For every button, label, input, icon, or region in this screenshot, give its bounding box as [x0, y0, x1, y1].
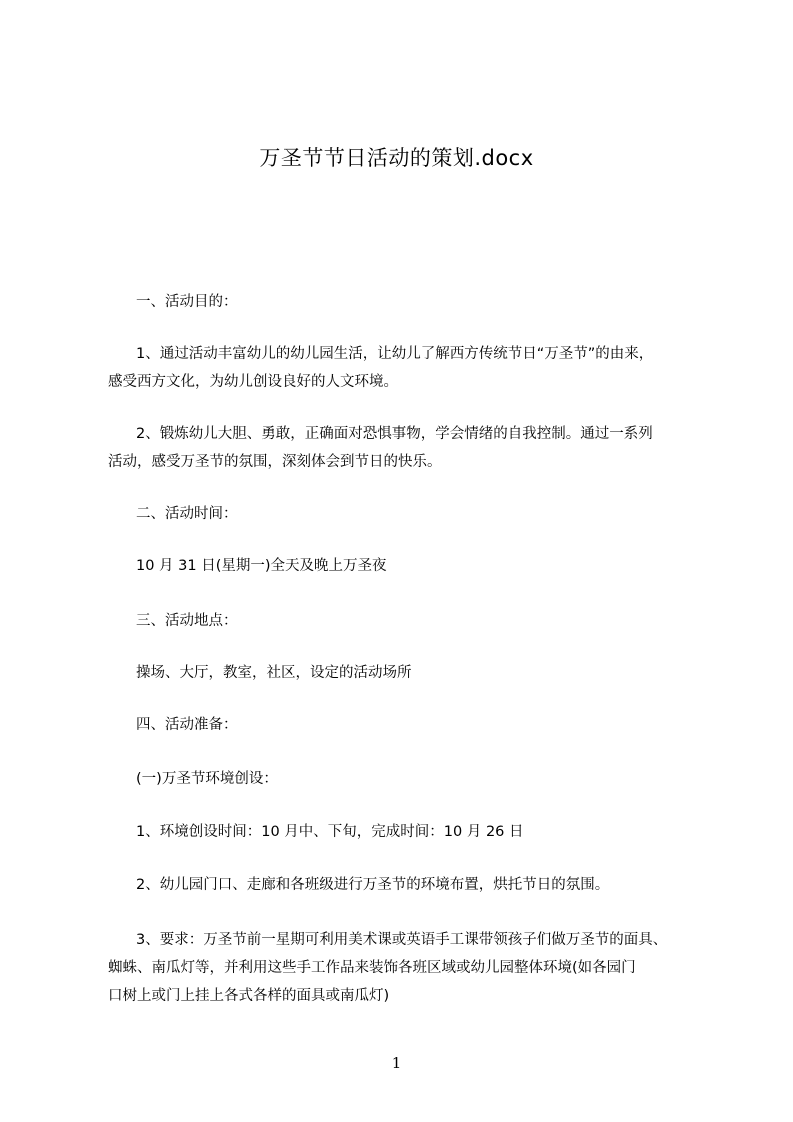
paragraph-line: 3、要求：万圣节前一星期可利用美术课或英语手工课带领孩子们做万圣节的面具、 — [136, 932, 668, 948]
paragraph-line: 2、锻炼幼儿大胆、勇敢，正确面对恐惧事物，学会情绪的自我控制。通过一系列 — [136, 426, 653, 442]
paragraph-line: 感受西方文化，为幼儿创设良好的人文环境。 — [108, 374, 398, 390]
heading-location-text: 三、活动地点： — [136, 613, 238, 629]
paragraph-line: 口树上或门上挂上各式各样的面具或南瓜灯) — [108, 988, 390, 1004]
paragraph-line: 1、通过活动丰富幼儿的幼儿园生活，让幼儿了解西方传统节日“万圣节”的由来， — [136, 346, 654, 362]
heading-location — [108, 609, 723, 634]
paragraph-purpose-2 — [108, 422, 723, 475]
paragraph-line: 2、幼儿园门口、走廊和各班级进行万圣节的环境布置，烘托节日的氛围。 — [136, 877, 610, 893]
paragraph-line: 1、环境创设时间：10 月中、下旬，完成时间：10 月 26 日 — [136, 824, 524, 840]
paragraph-purpose-1 — [108, 342, 723, 395]
heading-preparation-text: 四、活动准备： — [136, 717, 238, 733]
heading-time — [108, 502, 723, 527]
paragraph-time — [108, 554, 723, 579]
heading-preparation — [108, 713, 723, 738]
heading-purpose-text: 一、活动目的： — [136, 294, 238, 310]
paragraph-line: 10 月 31 日(星期一)全天及晚上万圣夜 — [136, 558, 387, 574]
page-number: 1 — [391, 1054, 402, 1072]
subheading-environment-text: (一)万圣节环境创设： — [136, 771, 278, 787]
subheading-environment — [108, 767, 723, 792]
paragraph-line: 操场、大厅，教室，社区，设定的活动场所 — [136, 665, 412, 681]
heading-time-text: 二、活动时间： — [136, 506, 238, 522]
paragraph-line: 蜘蛛、南瓜灯等，并利用这些手工作品来装饰各班区域或幼儿园整体环境(如各园门 — [108, 960, 636, 976]
paragraph-line: 活动，感受万圣节的氛围，深刻体会到节日的快乐。 — [108, 454, 442, 470]
document-title: 万圣节节日活动的策划.docx — [259, 146, 534, 170]
paragraph-env-1 — [108, 820, 723, 845]
heading-purpose — [108, 290, 723, 315]
paragraph-location — [108, 661, 723, 686]
paragraph-env-3 — [108, 928, 723, 1009]
paragraph-env-2 — [108, 873, 723, 898]
